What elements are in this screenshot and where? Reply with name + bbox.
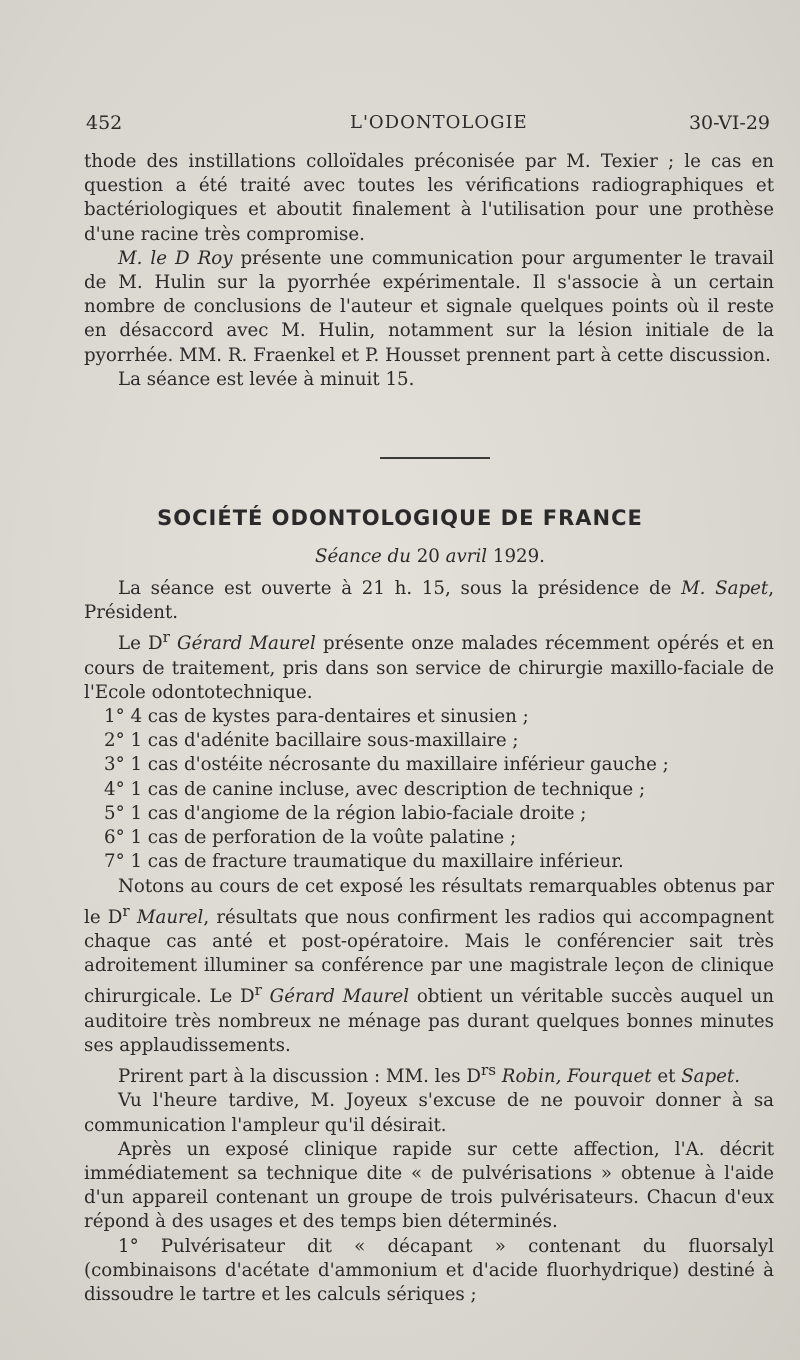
list-item: 2° 1 cas d'adénite bacillaire sous-maxillaire ; [104, 730, 519, 752]
section-body [84, 577, 774, 1307]
list-item: 7° 1 cas de fracture traumatique du maxillaire inférieur. [104, 851, 624, 873]
paragraph-closing: La séance est levée à minuit 15. [118, 368, 415, 390]
list-item: 5° 1 cas d'angiome de la région labio-faciale droite ; [104, 802, 587, 824]
issue-date: 30-VI-29 [688, 112, 770, 134]
paragraph-notons: Notons au cours de cet exposé les résultats remarquables obtenus par le $D^r$ Maurel, résultats que nous confirment les radios qui accompagnent chaque cas anté et post-opératoire. Mais le conférencier sait très adroitement illuminer sa conférence par une magistrale leçon de clinique chirurgicale. Le $D^r$ Gérard Maurel obtient un véritable succès auquel un auditoire très nombreux ne ménage pas durant quelques bonnes minutes ses applaudissements. [84, 875, 774, 1056]
speaker-name: M. le D Roy [118, 247, 233, 269]
list-item: 6° 1 cas de perforation de la voûte palatine ; [104, 827, 517, 849]
intro-text [84, 150, 774, 392]
paragraph-continuation: thode des instillations colloïdales préconisée par M. Texier ; le cas en question a été traité avec toutes les vérifications radiographiques et bactériologiques et aboutit finalement à l'utilisation pour une prothèse d'une racine très compromise. [84, 151, 774, 245]
section-divider [380, 457, 490, 459]
journal-title: L'ODONTOLOGIE [350, 112, 528, 133]
page-header [86, 112, 776, 142]
seance-date: Séance du 20 avril 1929. [315, 546, 545, 567]
page-number: 452 [86, 112, 123, 134]
paragraph-joyeux: Vu l'heure tardive, M. Joyeux s'excuse de ne pouvoir donner à sa communication l'ampleur qu'il désirait. [84, 1090, 774, 1136]
paragraph-discussion: Prirent part à la discussion : MM. les $D^{rs}$ Robin, Fourquet et Sapet. [118, 1061, 741, 1088]
case-list [84, 705, 774, 874]
section-title: SOCIÉTÉ ODONTOLOGIQUE DE FRANCE [157, 506, 643, 530]
list-item: 3° 1 cas d'ostéite nécrosante du maxillaire inférieur gauche ; [104, 754, 669, 776]
list-item: 1° 4 cas de kystes para-dentaires et sinusien ; [104, 706, 529, 728]
paragraph-maurel: Le $D^r$ Gérard Maurel présente onze malades récemment opérés et en cours de traitement, pris dans son service de chirurgie maxillo-faciale de l'Ecole odontotechnique. [84, 628, 774, 703]
paragraph-opening: La séance est ouverte à 21 h. 15, sous la présidence de M. Sapet, Président. [84, 578, 774, 624]
list-item: 4° 1 cas de canine incluse, avec description de technique ; [104, 778, 646, 800]
paragraph-roy: M. le D Roy présente une communication pour argumenter le travail de M. Hulin sur la pyorrhée expérimentale. Il s'associe à un certain nombre de conclusions de l'auteur et signale quelques points où il reste en désaccord avec M. Hulin, notamment sur la lésion initiale de la pyorrhée. MM. R. Fraenkel et P. Housset prennent part à cette discussion. [84, 247, 774, 366]
paragraph-technique: Après un exposé clinique rapide sur cette affection, l'A. décrit immédiatement sa technique dite « de pulvérisations » obtenue à l'aide d'un appareil contenant un groupe de trois pulvérisateurs. Chacun d'eux répond à des usages et des temps bien déterminés. [84, 1138, 774, 1233]
paragraph-pulverisateur: 1° Pulvérisateur dit « décapant » contenant du fluorsalyl (combinaisons d'acétate d'ammonium et d'acide fluorhydrique) destiné à dissoudre le tartre et les calculs sériques ; [84, 1235, 774, 1305]
